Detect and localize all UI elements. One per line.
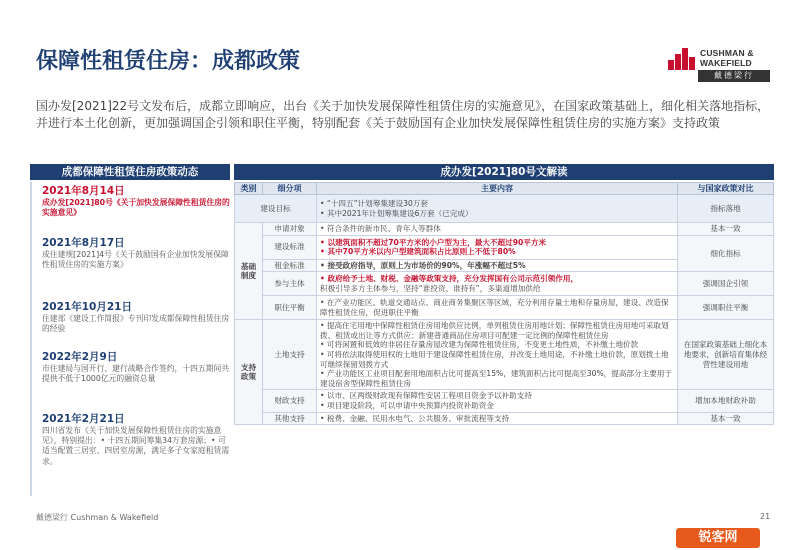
- cushman-wakefield-logo: [668, 46, 778, 86]
- subitem-cell: 财政支持: [263, 390, 317, 412]
- category-cell: 建设目标: [235, 195, 317, 223]
- content-cell: • 税费、金融、民用水电气、公共服务、审批流程等支持: [317, 412, 678, 425]
- timeline-desc: 四川省发布《关于加快发展保障性租赁住房的实施意见》，特别提出：• 十四五期间筹集34万套房源；• 可适当配置三居室、四居室房源，满足多子女家庭租赁需求。: [42, 426, 230, 466]
- land-item: • 可将闲置和低效的非居住存量房屋改建为保障性租赁住房，不变更土地性质，不补缴土地价款: [320, 340, 674, 350]
- logo-chinese-name: 戴德梁行: [698, 70, 770, 82]
- timeline-desc: 成办发[2021]80号《关于加快发展保障性租赁住房的实施意见》: [42, 198, 230, 218]
- content-cell: [317, 390, 678, 412]
- standard-line-2: • 其中70平方米以内户型建筑面积占比原则上不低于80%: [320, 247, 674, 257]
- page-title: 保障性租赁住房：成都政策: [36, 49, 301, 74]
- table-row: [235, 195, 774, 223]
- subitem-cell: 其他支持: [263, 412, 317, 425]
- policy-timeline: [30, 182, 230, 496]
- table-row: [235, 272, 774, 296]
- participant-line-2: 积极引导多方主体参与，坚持“谁投资、谁持有”，多渠道增加供给: [320, 283, 541, 293]
- table-row: [235, 320, 774, 390]
- timeline-item: [42, 350, 230, 384]
- content-cell: [317, 195, 678, 223]
- column-header: 细分项: [263, 183, 317, 195]
- timeline-date: 2022年2月9日: [42, 351, 118, 363]
- timeline-desc: 住建部《建设工作简报》专刊印发成都保障性租赁住房的经验: [42, 314, 230, 334]
- compare-cell: 指标落地: [678, 195, 774, 223]
- compare-cell: 细化指标: [678, 235, 774, 272]
- compare-cell: 在国家政策基础上细化本地要求，创新培育集体经营性建设用地: [678, 320, 774, 390]
- timeline-date: 2021年8月17日: [42, 237, 125, 249]
- interpretation-header: 成办发[2021]80号文解读: [234, 164, 774, 180]
- participant-line-1: • 政府给予土地、财税、金融等政策支持，充分发挥国有公司示范引领作用，: [320, 274, 674, 284]
- timeline-date: 2021年2月21日: [42, 413, 125, 425]
- content-cell: • 在产业功能区、轨道交通站点、商业商务集聚区等区域，充分利用存量土地和存量房屋，建设、改造保障性租赁住房，促进职住平衡: [317, 296, 678, 320]
- land-item: • 产业功能区工业项目配套用地面积占比可提高至15%，建筑面积占比可提高至30%，提高部分主要用于建设宿舍型保障性租赁住房: [320, 369, 674, 388]
- compare-cell: 增加本地财政补助: [678, 390, 774, 412]
- content-cell: [317, 320, 678, 390]
- timeline-desc: 成住建规[2021]4号《关于鼓励国有企业加快发展保障性租赁住房的实施方案》: [42, 250, 229, 270]
- table-row: [235, 235, 774, 259]
- logo-line-1: CUSHMAN &: [700, 48, 754, 58]
- subitem-cell: 租金标准: [263, 259, 317, 272]
- timeline-item: [42, 236, 230, 270]
- policy-interpretation-table: [234, 182, 774, 425]
- compare-cell: 基本一致: [678, 412, 774, 425]
- logo-line-2: WAKEFIELD: [700, 58, 752, 68]
- table-row: [235, 296, 774, 320]
- timeline-header: 成都保障性租赁住房政策动态: [30, 164, 230, 180]
- category-cell: 基础制度: [235, 223, 263, 320]
- goal-line-2: • 其中2021年计划筹集建设6万套（已完成）: [320, 209, 674, 219]
- table-header-row: [235, 183, 774, 195]
- fiscal-item: • 项目建设阶段，可以申请中央预算内投资补助资金: [320, 401, 674, 411]
- content-cell: [317, 272, 678, 296]
- page-number: 21: [760, 512, 771, 521]
- compare-cell: 强调职住平衡: [678, 296, 774, 320]
- goal-line-1: • “十四五”计划筹集建设30万套: [320, 199, 674, 209]
- timeline-item: [42, 184, 230, 218]
- timeline-item: [42, 300, 230, 334]
- subitem-cell: 土地支持: [263, 320, 317, 390]
- content-cell: • 接受政府指导，原则上为市场价的90%，年涨幅不超过5%: [317, 259, 678, 272]
- subitem-cell: 建设标准: [263, 235, 317, 259]
- subitem-cell: 申请对象: [263, 223, 317, 236]
- compare-cell: 强调国企引领: [678, 272, 774, 296]
- subitem-cell: 职住平衡: [263, 296, 317, 320]
- timeline-date: 2021年10月21日: [42, 301, 132, 313]
- table-row: [235, 390, 774, 412]
- land-item: • 提高住宅用地中保障性租赁住房用地供应比例，单列租赁住房用地计划；保障性租赁住房用地可采取划拨、租赁或出让等方式供应；新建普通商品住房项目可配建一定比例的保障性租赁住房: [320, 321, 674, 340]
- timeline-item: [42, 412, 230, 467]
- table-row: [235, 412, 774, 425]
- content-cell: • 符合条件的新市民、青年人等群体: [317, 223, 678, 236]
- table-row: [235, 223, 774, 236]
- land-item: • 可将依法取得使用权的土地用于建设保障性租赁住房，并改变土地用途，不补缴土地价款，原划拨土地可继续保留划拨方式: [320, 350, 674, 369]
- footer-brand: 戴德梁行 Cushman & Wakefield: [36, 513, 159, 522]
- column-header: 主要内容: [317, 183, 678, 195]
- compare-cell: 基本一致: [678, 223, 774, 236]
- column-header: 与国家政策对比: [678, 183, 774, 195]
- standard-line-1: • 以建筑面积不超过70平方米的小户型为主，最大不超过90平方米: [320, 238, 674, 248]
- category-cell: 支持政策: [235, 320, 263, 425]
- timeline-date: 2021年8月14日: [42, 185, 125, 197]
- site-watermark: 锐客网: [676, 528, 760, 548]
- subitem-cell: 参与主体: [263, 272, 317, 296]
- intro-paragraph: 国办发[2021]22号文发布后，成都立即响应，出台《关于加快发展保障性租赁住房的实施意见》，在国家政策基础上，细化相关落地指标，并进行本土化创新，更加强调国企引领和职住平衡，特别配套《关于鼓励国有企业加快发展保障性租赁住房的实施方案》支持政策: [36, 99, 770, 130]
- fiscal-item: • 以市、区两级财政现有保障性安居工程项目资金予以补助支持: [320, 391, 674, 401]
- timeline-desc: 市住建局与国开行、建行战略合作签约，十四五期间共提供不低于1000亿元的融资总量: [42, 364, 230, 384]
- column-header: 类别: [235, 183, 263, 195]
- building-bars-icon: [668, 48, 696, 70]
- content-cell: [317, 235, 678, 259]
